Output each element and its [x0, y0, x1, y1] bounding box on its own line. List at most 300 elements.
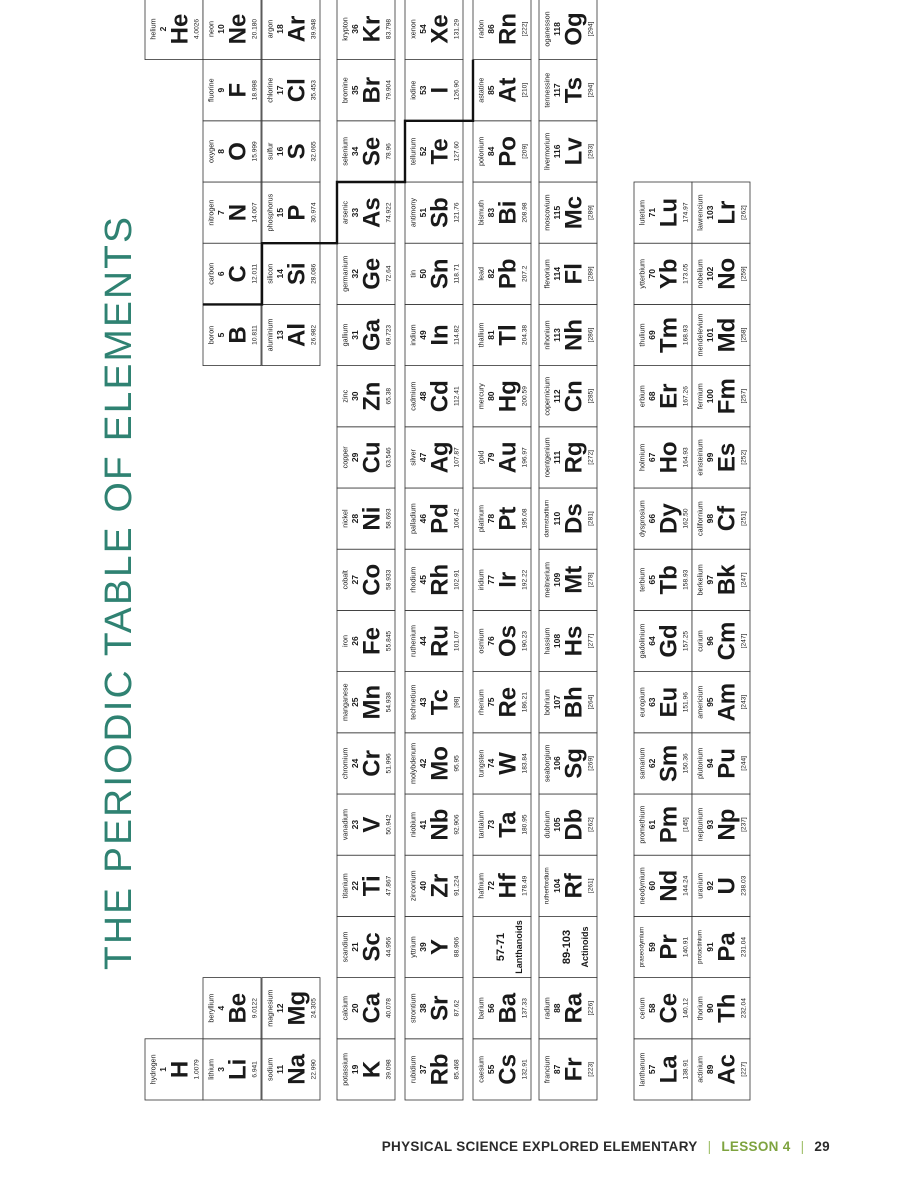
element-symbol: Th	[713, 993, 741, 1023]
atomic-number: 69	[647, 330, 657, 340]
element-name: ytterbium	[637, 259, 647, 289]
element-cell-h	[145, 1039, 203, 1100]
element-name: hafnium	[476, 873, 486, 899]
atomic-number: 37	[418, 1064, 428, 1075]
element-name: berkelium	[695, 564, 705, 596]
series-label: Lanthanoids	[514, 920, 524, 974]
element-symbol: Se	[358, 136, 386, 167]
atomic-number: 89	[705, 1064, 715, 1075]
atomic-mass: 22.990	[310, 1059, 318, 1080]
element-name: oxygen	[206, 139, 216, 163]
atomic-mass: 208.98	[521, 202, 529, 223]
atomic-mass: 180.95	[521, 814, 529, 835]
element-name: arsenic	[340, 201, 350, 225]
atomic-mass: [289]	[587, 266, 595, 282]
atomic-number: 13	[275, 330, 285, 340]
element-symbol: Ce	[655, 992, 683, 1024]
element-name: chromium	[340, 747, 350, 780]
element-cell-ds	[539, 488, 597, 549]
atomic-mass: 196.97	[521, 447, 529, 468]
atomic-mass: 174.97	[682, 202, 690, 223]
atomic-number: 15	[275, 207, 285, 218]
atomic-number: 70	[647, 269, 657, 279]
series-placeholder	[539, 916, 597, 977]
element-symbol: Po	[494, 136, 522, 167]
atomic-mass: 112.41	[453, 386, 461, 407]
element-name: neodymium	[637, 867, 647, 905]
element-name: iron	[340, 635, 350, 647]
element-cell-os	[473, 610, 531, 671]
element-name: californium	[695, 501, 705, 536]
series-range: 89-103	[561, 929, 573, 965]
element-symbol: Tb	[655, 565, 683, 595]
element-name: lithium	[206, 1059, 216, 1080]
element-name: holmium	[637, 443, 647, 471]
atomic-mass: 137.33	[521, 998, 529, 1019]
element-symbol: Ni	[358, 506, 386, 531]
element-cell-mt	[539, 549, 597, 610]
element-name: zinc	[340, 389, 350, 403]
atomic-number: 53	[418, 85, 428, 95]
atomic-number: 100	[705, 389, 715, 404]
atomic-number: 17	[275, 85, 285, 95]
atomic-mass: 39.098	[385, 1059, 393, 1080]
element-name: phosphorus	[265, 193, 275, 232]
atomic-mass: 178.49	[521, 875, 529, 896]
atomic-mass: 55.845	[385, 630, 393, 652]
atomic-mass: 162.50	[682, 508, 690, 529]
atomic-number: 95	[705, 697, 715, 707]
element-symbol: C	[224, 265, 252, 283]
element-name: niobium	[408, 812, 418, 838]
atomic-number: 112	[552, 389, 562, 404]
element-cell-co	[337, 549, 395, 610]
atomic-mass: 88.906	[453, 936, 461, 958]
element-cell-te	[405, 121, 463, 182]
element-name: fermium	[695, 383, 705, 410]
element-name: mercury	[476, 383, 486, 410]
element-cell-gd	[634, 610, 692, 671]
atomic-number: 91	[705, 942, 715, 952]
element-cell-sr	[405, 978, 463, 1039]
element-symbol: Pr	[655, 934, 683, 960]
atomic-mass: 121.76	[453, 202, 461, 223]
atomic-mass: 28.086	[310, 263, 318, 284]
atomic-number: 92	[705, 881, 715, 891]
element-name: indium	[408, 324, 418, 346]
atomic-number: 66	[647, 513, 657, 524]
element-name: europium	[637, 687, 647, 718]
atomic-number: 90	[705, 1003, 715, 1013]
element-cell-sn	[405, 243, 463, 304]
atomic-number: 98	[705, 513, 715, 524]
element-symbol: Bk	[713, 564, 741, 596]
element-name: copernicium	[542, 376, 552, 416]
element-symbol: Pa	[713, 932, 741, 962]
element-symbol: Te	[426, 138, 454, 165]
element-symbol: Nd	[655, 869, 683, 902]
element-cell-pb	[473, 243, 531, 304]
element-symbol: Sr	[426, 995, 454, 1021]
element-name: gallium	[340, 323, 350, 347]
element-name: lead	[476, 267, 486, 281]
atomic-number: 29	[350, 452, 360, 463]
atomic-mass: [227]	[740, 1062, 748, 1077]
atomic-mass: 157.25	[682, 630, 690, 652]
atomic-mass: 150.36	[682, 753, 690, 774]
atomic-mass: 158.93	[682, 569, 690, 590]
page-footer	[330, 1136, 830, 1156]
element-cell-mo	[405, 733, 463, 794]
element-name: bismuth	[476, 200, 486, 226]
atomic-number: 16	[275, 146, 285, 157]
element-name: tellurium	[408, 137, 418, 165]
atomic-mass: 140.12	[682, 998, 690, 1019]
atomic-number: 116	[552, 144, 562, 159]
atomic-mass: [272]	[587, 450, 595, 465]
page-number: 29	[814, 1138, 830, 1154]
atomic-mass: 238.03	[740, 875, 748, 896]
atomic-number: 10	[216, 24, 226, 34]
atomic-number: 67	[647, 452, 657, 463]
atomic-number: 68	[647, 391, 657, 401]
atomic-mass: 35.453	[310, 80, 318, 101]
element-name: antimony	[408, 198, 418, 228]
element-cell-tl	[473, 304, 531, 365]
element-name: radon	[476, 19, 486, 39]
atomic-number: 43	[418, 697, 428, 707]
element-cell-lv	[539, 121, 597, 182]
element-cell-br	[337, 60, 395, 121]
atomic-number: 22	[350, 881, 360, 891]
element-symbol: Ts	[560, 77, 588, 104]
element-symbol: Br	[358, 76, 386, 104]
atomic-number: 84	[486, 146, 496, 157]
atomic-mass: [210]	[521, 82, 529, 98]
element-name: cerium	[637, 997, 647, 1019]
element-cell-rg	[539, 427, 597, 488]
atomic-mass: [294]	[587, 21, 595, 37]
element-symbol: Xe	[426, 14, 454, 44]
element-symbol: Zn	[358, 381, 386, 411]
atomic-number: 38	[418, 1003, 428, 1013]
atomic-mass: 200.59	[521, 386, 529, 407]
element-cell-ne	[203, 0, 261, 60]
atomic-number: 35	[350, 85, 360, 95]
element-symbol: Ru	[426, 625, 454, 657]
element-symbol: Hg	[494, 380, 522, 413]
element-cell-k	[337, 1039, 395, 1100]
element-cell-rb	[405, 1039, 463, 1100]
element-cell-sb	[405, 182, 463, 243]
element-symbol: Db	[560, 808, 588, 841]
element-name: mendelevium	[695, 313, 705, 357]
element-cell-kr	[337, 0, 395, 60]
element-name: iodine	[408, 80, 418, 100]
book-title: PHYSICAL SCIENCE EXPLORED ELEMENTARY	[381, 1138, 698, 1154]
atomic-mass: [247]	[740, 572, 748, 588]
atomic-number: 83	[486, 207, 496, 218]
element-cell-mg	[262, 978, 320, 1039]
atomic-number: 85	[486, 85, 496, 95]
element-symbol: Mc	[560, 195, 588, 230]
atomic-number: 82	[486, 269, 496, 279]
element-cell-n	[203, 182, 261, 243]
atomic-number: 47	[418, 452, 428, 463]
element-symbol: Ba	[494, 992, 522, 1024]
element-name: dysprosium	[637, 500, 647, 537]
atomic-number: 9	[216, 87, 226, 93]
atomic-mass: [277]	[587, 633, 595, 649]
element-cell-ru	[405, 610, 463, 671]
atomic-mass: 138.91	[682, 1059, 690, 1080]
element-name: erbium	[637, 385, 647, 408]
element-symbol: Ir	[494, 571, 522, 588]
atomic-mass: 126.90	[453, 80, 461, 101]
atomic-mass: [293]	[587, 144, 595, 159]
atomic-mass: [269]	[587, 756, 595, 771]
element-name: sulfur	[265, 142, 275, 161]
element-name: tennessine	[542, 72, 552, 108]
element-cell-eu	[634, 672, 692, 733]
atomic-mass: 18.998	[251, 80, 259, 101]
element-cell-mn	[337, 672, 395, 733]
element-name: osmium	[476, 628, 486, 654]
element-symbol: La	[655, 1055, 683, 1084]
atomic-number: 94	[705, 758, 715, 769]
atomic-mass: 106.42	[453, 508, 461, 529]
atomic-mass: 63.546	[385, 447, 393, 468]
atomic-number: 118	[552, 22, 562, 36]
atomic-number: 40	[418, 881, 428, 891]
element-name: molybdenum	[408, 742, 418, 784]
element-cell-cu	[337, 427, 395, 488]
atomic-mass: 101.07	[453, 630, 461, 652]
element-cell-au	[473, 427, 531, 488]
atomic-mass: 1.0079	[193, 1059, 201, 1080]
element-cell-ts	[539, 60, 597, 121]
atomic-mass: 164.93	[682, 447, 690, 468]
atomic-mass: [258]	[740, 327, 748, 343]
atomic-mass: 51.996	[385, 753, 393, 774]
element-name: strontium	[408, 993, 418, 1023]
atomic-mass: 10.811	[251, 325, 259, 345]
element-cell-zr	[405, 855, 463, 916]
element-cell-ti	[337, 855, 395, 916]
element-symbol: Tc	[426, 689, 454, 716]
atomic-mass: 168.93	[682, 324, 690, 346]
element-cell-hg	[473, 366, 531, 427]
element-symbol: Li	[224, 1058, 252, 1081]
atomic-mass: 14.007	[251, 202, 259, 223]
atomic-mass: 231.04	[740, 936, 748, 958]
element-cell-at	[473, 60, 531, 121]
element-symbol: Kr	[358, 15, 386, 43]
element-name: praseodymium	[638, 926, 646, 968]
atomic-number: 52	[418, 146, 428, 157]
atomic-mass: 9.0122	[251, 998, 259, 1019]
element-cell-cs	[473, 1039, 531, 1100]
element-name: copper	[340, 446, 350, 469]
series-range: 57-71	[495, 932, 507, 962]
atomic-number: 49	[418, 330, 428, 340]
element-symbol: Lu	[655, 197, 683, 228]
element-symbol: Tm	[655, 317, 683, 353]
element-symbol: N	[224, 203, 252, 222]
element-name: polonium	[476, 136, 486, 166]
atomic-mass: [223]	[587, 1062, 595, 1077]
element-name: flevorium	[542, 259, 552, 289]
atomic-number: 88	[552, 1003, 562, 1013]
atomic-mass: 151.96	[682, 692, 690, 713]
atomic-number: 73	[486, 819, 496, 830]
atomic-number: 104	[552, 878, 562, 893]
atomic-mass: [244]	[740, 756, 748, 771]
atomic-mass: 85.468	[453, 1059, 461, 1080]
atomic-mass: 72.64	[385, 265, 393, 283]
atomic-mass: 65.38	[385, 387, 393, 405]
atomic-number: 23	[350, 819, 360, 830]
element-cell-al	[262, 304, 320, 365]
atomic-mass: 32.065	[310, 141, 318, 162]
atomic-number: 115	[552, 205, 562, 220]
element-cell-p	[262, 182, 320, 243]
atomic-number: 45	[418, 575, 428, 585]
atomic-number: 57	[647, 1064, 657, 1075]
element-name: einsteinium	[695, 439, 705, 476]
element-symbol: Tl	[494, 324, 522, 346]
element-cell-in	[405, 304, 463, 365]
element-name: darmstadtium	[543, 499, 551, 538]
element-cell-na	[262, 1039, 320, 1100]
element-cell-fe	[337, 610, 395, 671]
atomic-mass: [259]	[740, 266, 748, 282]
element-symbol: Ta	[494, 811, 522, 838]
element-name: lanthanum	[637, 1052, 647, 1087]
element-name: moscovium	[542, 194, 552, 231]
element-name: tin	[408, 270, 418, 278]
atomic-mass: 167.26	[682, 386, 690, 407]
element-symbol: V	[358, 816, 386, 833]
element-symbol: Nh	[560, 319, 588, 351]
atomic-number: 46	[418, 513, 428, 524]
element-name: nihonium	[542, 320, 552, 350]
atomic-mass: 207.2	[521, 265, 529, 283]
element-name: bohrium	[542, 689, 552, 716]
atomic-mass: 40.078	[385, 998, 393, 1019]
element-symbol: Ne	[224, 13, 252, 45]
atomic-mass: 183.84	[521, 753, 529, 774]
element-name: hassium	[542, 627, 552, 655]
atomic-mass: 58.693	[385, 508, 393, 529]
atomic-number: 60	[647, 881, 657, 891]
element-cell-ra	[539, 978, 597, 1039]
element-cell-md	[692, 304, 750, 365]
element-symbol: I	[426, 86, 454, 94]
element-symbol: Co	[358, 563, 386, 596]
element-name: silver	[408, 449, 418, 466]
element-symbol: Ds	[560, 503, 588, 534]
atomic-number: 109	[552, 572, 562, 587]
element-symbol: Pb	[494, 258, 522, 290]
element-cell-ta	[473, 794, 531, 855]
atomic-number: 97	[705, 575, 715, 585]
element-name: gadolinium	[637, 623, 647, 659]
element-name: bromine	[340, 77, 350, 104]
atomic-number: 28	[350, 513, 360, 524]
element-symbol: Ga	[358, 318, 386, 352]
element-symbol: Rb	[426, 1053, 454, 1086]
atomic-number: 93	[705, 819, 715, 830]
element-cell-be	[203, 978, 261, 1039]
element-symbol: Si	[283, 262, 311, 286]
atomic-mass: 50.942	[385, 814, 393, 835]
element-cell-li	[203, 1039, 261, 1100]
element-cell-es	[692, 427, 750, 488]
element-name: terbium	[637, 567, 647, 592]
atomic-number: 12	[275, 1003, 285, 1013]
atomic-number: 81	[486, 330, 496, 340]
atomic-number: 51	[418, 207, 428, 218]
element-symbol: Pt	[494, 506, 522, 531]
element-name: xenon	[408, 19, 418, 39]
element-symbol: Mg	[283, 990, 311, 1026]
element-name: rhenium	[476, 689, 486, 716]
element-symbol: At	[494, 77, 522, 103]
footer-separator: |	[800, 1138, 805, 1154]
atomic-number: 36	[350, 24, 360, 34]
atomic-mass: 44.956	[385, 936, 393, 958]
atomic-number: 1	[158, 1067, 168, 1072]
element-name: samarium	[637, 747, 647, 780]
element-cell-og	[539, 0, 597, 60]
element-symbol: Gd	[655, 624, 683, 658]
element-symbol: K	[358, 1060, 386, 1079]
atomic-number: 11	[275, 1064, 285, 1074]
element-name: nitrogen	[206, 199, 216, 226]
element-cell-ac	[692, 1039, 750, 1100]
element-name: platinum	[476, 505, 486, 533]
element-name: dubnium	[542, 810, 552, 839]
atomic-mass: [281]	[587, 511, 595, 526]
atomic-mass: [243]	[740, 694, 748, 710]
element-symbol: Cf	[713, 505, 741, 532]
element-cell-cl	[262, 60, 320, 121]
atomic-number: 63	[647, 697, 657, 707]
atomic-mass: 102.91	[453, 569, 461, 590]
atomic-number: 6	[216, 271, 226, 277]
element-symbol: Be	[224, 992, 252, 1024]
element-name: tantalum	[476, 810, 486, 839]
element-cell-xe	[405, 0, 463, 60]
element-symbol: Cs	[494, 1054, 522, 1085]
atomic-number: 20	[350, 1003, 360, 1013]
element-symbol: Fe	[358, 626, 386, 656]
element-cell-cn	[539, 366, 597, 427]
element-cell-re	[473, 672, 531, 733]
element-name: rubidium	[408, 1055, 418, 1084]
element-cell-db	[539, 794, 597, 855]
element-symbol: Cr	[358, 750, 386, 777]
element-name: helium	[148, 18, 158, 40]
element-symbol: Es	[713, 442, 741, 473]
element-symbol: Sn	[426, 258, 454, 290]
atomic-number: 25	[350, 697, 360, 707]
atomic-mass: 83.798	[385, 18, 393, 40]
atomic-mass: [289]	[587, 205, 595, 220]
atomic-mass: 132.91	[521, 1059, 529, 1080]
atomic-mass: 118.71	[453, 263, 461, 284]
